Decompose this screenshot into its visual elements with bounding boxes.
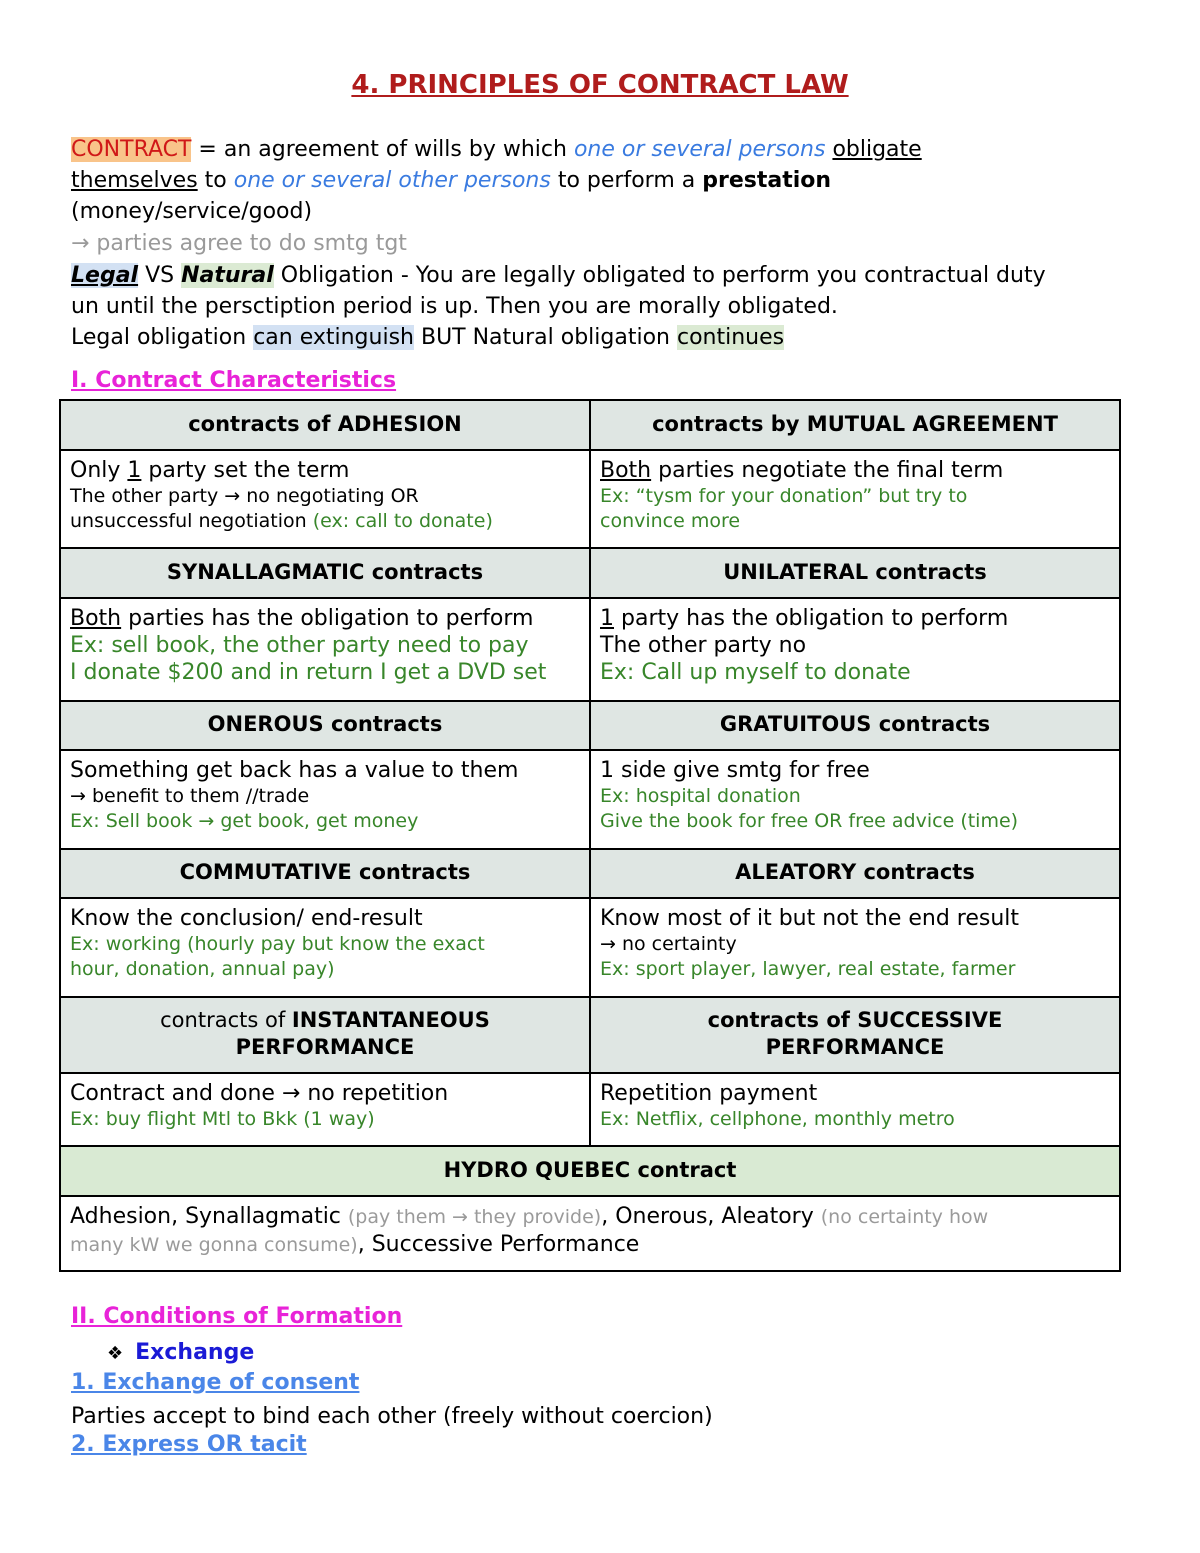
section-heading-formation: II. Conditions of Formation — [71, 1304, 403, 1329]
cell-synallagmatic: Both parties has the obligation to perform Ex: sell book, the other party need to pay I donate $200 and in return I get a DVD set — [60, 598, 590, 701]
obligation-line-2: un until the persctiption period is up. Then you are morally obligated. — [71, 294, 838, 319]
contract-term: CONTRACT — [71, 137, 192, 162]
table-row — [60, 400, 1120, 450]
table-row — [60, 1196, 1120, 1271]
table-row — [60, 598, 1120, 701]
header-instantaneous: contracts of INSTANTANEOUS PERFORMANCE — [60, 997, 590, 1073]
contract-definition-line-2: themselves to one or several other persons to perform a prestation — [71, 168, 832, 193]
cell-gratuitous: 1 side give smtg for free Ex: hospital donation Give the book for free OR free advice (time) — [590, 750, 1120, 849]
cell-instantaneous: Contract and done → no repetition Ex: buy flight Mtl to Bkk (1 way) — [60, 1073, 590, 1146]
header-onerous: ONEROUS contracts — [60, 701, 590, 750]
table-row — [60, 898, 1120, 997]
header-successive: contracts of SUCCESSIVE PERFORMANCE — [590, 997, 1120, 1073]
cell-hydro-quebec: Adhesion, Synallagmatic (pay them → they provide), Onerous, Aleatory (no certainty how many kW we gonna consume), Successive Performance — [60, 1196, 1120, 1271]
table-row — [60, 997, 1120, 1073]
page-title: 4. PRINCIPLES OF CONTRACT LAW — [351, 70, 849, 100]
table-row — [60, 1073, 1120, 1146]
header-synallagmatic: SYNALLAGMATIC contracts — [60, 548, 590, 598]
header-unilateral: UNILATERAL contracts — [590, 548, 1120, 598]
cell-onerous: Something get back has a value to them → benefit to them //trade Ex: Sell book → get book, get money — [60, 750, 590, 849]
bullet-exchange: ❖ Exchange — [107, 1340, 255, 1365]
obligation-line-3: Legal obligation can extinguish BUT Natural obligation continues — [71, 325, 785, 350]
subheading-exchange-of-consent: 1. Exchange of consent — [71, 1370, 360, 1395]
obligation-line-1: Legal VS Natural Obligation - You are legally obligated to perform you contractual duty — [71, 263, 1046, 288]
section-heading-characteristics: I. Contract Characteristics — [71, 368, 397, 393]
cell-commutative: Know the conclusion/ end-result Ex: working (hourly pay but know the exact hour, donation, annual pay) — [60, 898, 590, 997]
table-row — [60, 849, 1120, 898]
table-row — [60, 750, 1120, 849]
table-row — [60, 548, 1120, 598]
table-row — [60, 701, 1120, 750]
table-row — [60, 450, 1120, 548]
table-row — [60, 1146, 1120, 1196]
cell-unilateral: 1 party has the obligation to perform The other party no Ex: Call up myself to donate — [590, 598, 1120, 701]
exchange-of-consent-text: Parties accept to bind each other (freely without coercion) — [71, 1404, 713, 1429]
characteristics-table — [59, 399, 1121, 1272]
header-mutual-agreement: contracts by MUTUAL AGREEMENT — [590, 400, 1120, 450]
cell-aleatory: Know most of it but not the end result → no certainty Ex: sport player, lawyer, real estate, farmer — [590, 898, 1120, 997]
header-commutative: COMMUTATIVE contracts — [60, 849, 590, 898]
cell-successive: Repetition payment Ex: Netflix, cellphone, monthly metro — [590, 1073, 1120, 1146]
header-hydro-quebec: HYDRO QUEBEC contract — [60, 1146, 1120, 1196]
header-gratuitous: GRATUITOUS contracts — [590, 701, 1120, 750]
contract-definition-line-3: (money/service/good) — [71, 199, 313, 224]
cell-adhesion: Only 1 party set the term The other party → no negotiating OR unsuccessful negotiation (ex: call to donate) — [60, 450, 590, 548]
subheading-express-or-tacit: 2. Express OR tacit — [71, 1432, 307, 1457]
contract-definition-note: → parties agree to do smtg tgt — [71, 231, 407, 256]
diamond-bullet-icon: ❖ — [107, 1343, 124, 1364]
cell-mutual-agreement: Both parties negotiate the final term Ex: “tysm for your donation” but try to convince more — [590, 450, 1120, 548]
contract-definition-line-1: CONTRACT = an agreement of wills by which one or several persons obligate — [71, 137, 922, 162]
header-adhesion: contracts of ADHESION — [60, 400, 590, 450]
header-aleatory: ALEATORY contracts — [590, 849, 1120, 898]
